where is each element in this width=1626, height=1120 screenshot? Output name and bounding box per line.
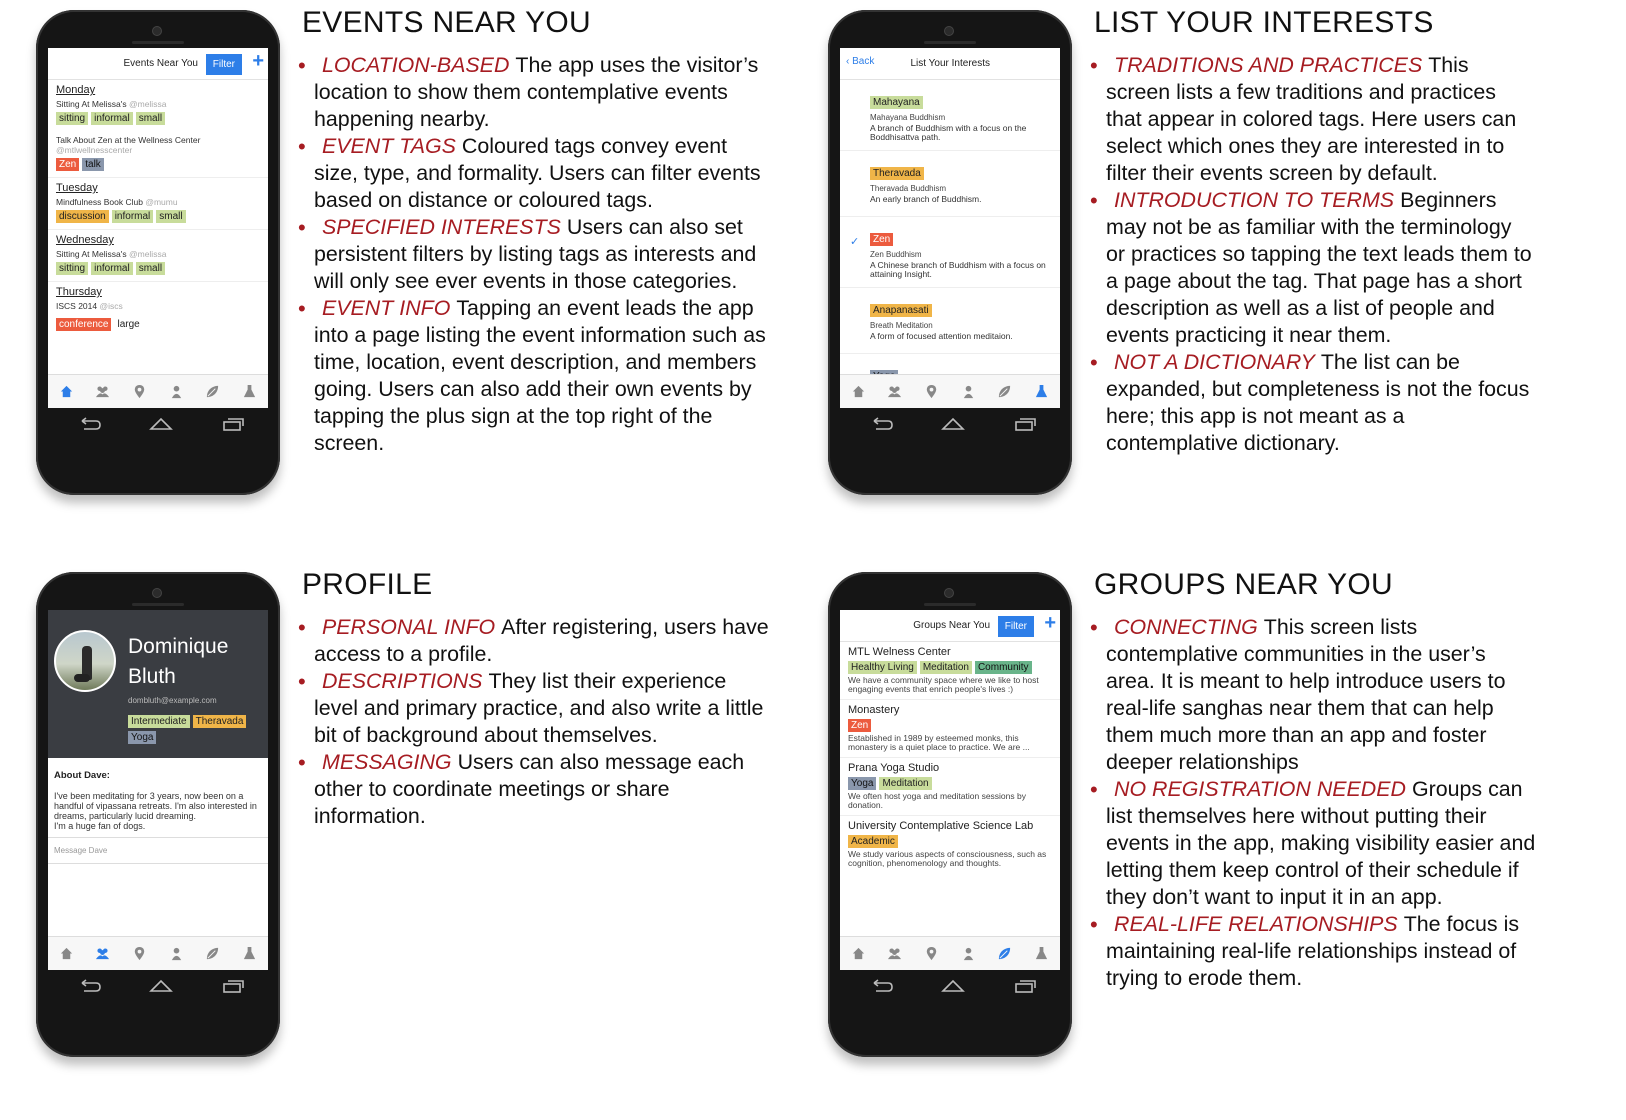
tag[interactable]: Zen: [848, 719, 871, 732]
phone-mockup: [36, 572, 280, 1057]
tab-bar: [48, 936, 268, 970]
bullet-list: [1096, 52, 1536, 457]
tag[interactable]: Theravada: [870, 167, 924, 180]
speaker: [924, 41, 976, 44]
bullet-keyword: CONNECTING: [1114, 615, 1258, 639]
home-icon[interactable]: [57, 945, 75, 963]
tag[interactable]: small: [136, 112, 165, 125]
speaker: [132, 41, 184, 44]
bullet-keyword: NO REGISTRATION NEEDED: [1114, 777, 1406, 801]
bullet-item: [304, 214, 774, 295]
event-item[interactable]: [56, 301, 260, 311]
home-button-icon[interactable]: [940, 416, 966, 432]
tab-bar: [840, 374, 1060, 408]
bullet-text: They list their experience level and primary practice, and also write a little bit of background about themselves.: [314, 669, 764, 747]
leaf-icon[interactable]: [204, 383, 222, 401]
bullet-list: [304, 52, 774, 457]
interest-subtitle: Mahayana Buddhism: [870, 113, 946, 122]
groups-screen: [840, 610, 1060, 970]
back-icon[interactable]: [76, 978, 102, 994]
day-section: [48, 178, 268, 230]
bullet-keyword: REAL-LIFE RELATIONSHIPS: [1114, 912, 1398, 936]
back-label: Back: [852, 56, 875, 67]
back-icon[interactable]: [76, 416, 102, 432]
profile-screen: [48, 610, 268, 970]
home-button-icon[interactable]: [940, 978, 966, 994]
bullet-keyword: LOCATION-BASED: [322, 53, 510, 77]
bullet-item: [1096, 614, 1536, 776]
about-heading: About Dave:: [54, 770, 110, 781]
camera: [944, 588, 954, 598]
group-name: University Contemplative Science Lab: [848, 820, 1034, 832]
interest-item[interactable]: [840, 80, 1060, 151]
camera: [152, 588, 162, 598]
bullet-item: [1096, 911, 1536, 992]
leaf-icon[interactable]: [996, 945, 1014, 963]
group-item[interactable]: [840, 758, 1060, 816]
tag[interactable]: Anapanasati: [870, 304, 932, 317]
tag[interactable]: Yoga: [848, 777, 876, 790]
tag[interactable]: sitting: [56, 112, 88, 125]
group-name: MTL Welness Center: [848, 646, 951, 658]
event-item[interactable]: [56, 197, 260, 207]
tag[interactable]: Intermediate: [128, 715, 190, 728]
system-nav: [76, 414, 246, 434]
bullet-text: The app uses the visitor’s location to show them contemplative events happening nearby.: [314, 53, 759, 131]
speaker: [924, 603, 976, 606]
tag[interactable]: small: [156, 210, 185, 223]
dog-silhouette: [74, 674, 90, 682]
flask-icon[interactable]: [1033, 383, 1051, 401]
tag[interactable]: Academic: [848, 835, 898, 848]
day-section: [48, 80, 268, 178]
interest-description: A branch of Buddhism with a focus on the Boddhisattva path.: [870, 123, 1027, 142]
last-name: Bluth: [128, 665, 176, 688]
panel-interests: [792, 0, 1605, 560]
recent-apps-icon[interactable]: [1012, 416, 1038, 432]
bullet-keyword: MESSAGING: [322, 750, 452, 774]
tag[interactable]: Meditation: [879, 777, 931, 790]
home-button-icon[interactable]: [148, 978, 174, 994]
bullet-keyword: EVENT TAGS: [322, 134, 456, 158]
bullet-item: [304, 133, 774, 214]
tag[interactable]: Mahayana: [870, 96, 923, 109]
home-icon[interactable]: [849, 383, 867, 401]
panel-events: [0, 0, 813, 560]
group-description: We study various aspects of consciousness, such as cognition, phenomenology and thoughts.: [848, 849, 1047, 868]
group-name: Prana Yoga Studio: [848, 762, 940, 774]
location-pin-icon[interactable]: [923, 383, 941, 401]
interests-screen: [840, 48, 1060, 408]
bullet-item: [1096, 52, 1536, 187]
interest-description: A form of focused attention meditaion.: [870, 331, 1013, 341]
tag[interactable]: Zen: [870, 233, 893, 246]
location-pin-icon[interactable]: [131, 383, 149, 401]
day-label: Monday: [56, 84, 96, 96]
bullet-text: The focus is maintaining real-life relationships instead of trying to erode them.: [1106, 912, 1520, 990]
group-name: Monastery: [848, 704, 900, 716]
profile-icon[interactable]: [167, 945, 185, 963]
bullet-item: [1096, 776, 1536, 911]
group-item[interactable]: [840, 642, 1060, 700]
back-button[interactable]: ‹ Back: [846, 56, 875, 67]
profile-email: dombluth@example.com: [128, 696, 217, 705]
event-item[interactable]: [56, 99, 260, 109]
about-paragraph: I've been meditating for 3 years, now been on a handful of vipassana retreats. I'm also interested in dreams, particularly lucid dreaming.: [54, 791, 257, 821]
bullet-item: [304, 52, 774, 133]
profile-header: [48, 610, 268, 758]
phone-mockup: [36, 10, 280, 495]
bullet-item: [304, 614, 774, 668]
bullet-text: Beginners may not be as familiar with the terminology or practices so tapping the text leads them to a page about the tag. That page has a short description as well as a list of people and events practicing it near them.: [1106, 188, 1532, 347]
event-title: ISCS 2014: [56, 301, 98, 311]
day-label: Wednesday: [56, 234, 114, 246]
tag[interactable]: informal: [91, 262, 133, 275]
screen-title: Groups Near You: [913, 620, 990, 631]
location-pin-icon[interactable]: [923, 945, 941, 963]
tag-list: [848, 777, 1052, 790]
event-title: Sitting At Melissa's: [56, 99, 127, 109]
bullet-text: Tapping an event leads the app into a page listing the event information such as time, location, event description, and members going. Users can also add their own events by tapping the plus sign at the top right of the screen.: [314, 296, 766, 455]
bullet-text: Users can also message each other to coordinate meetings or share information.: [314, 750, 745, 828]
tag-list: [56, 262, 260, 275]
bullet-keyword: INTRODUCTION TO TERMS: [1114, 188, 1395, 212]
interest-item[interactable]: [840, 217, 1060, 288]
interest-subtitle: Theravada Buddhism: [870, 184, 947, 193]
event-title: Sitting At Melissa's: [56, 249, 127, 259]
bullet-item: [304, 749, 774, 830]
day-label: Tuesday: [56, 182, 98, 194]
tag[interactable]: Zen: [56, 158, 79, 171]
bullet-text: Groups can list themselves here without putting their events in the app, making visibility easier and letting them keep control of their schedule if they don’t want to input it in an app.: [1106, 777, 1536, 909]
tag[interactable]: informal: [112, 210, 154, 223]
app-header: [840, 48, 1060, 80]
tag[interactable]: talk: [82, 158, 104, 171]
leaf-icon[interactable]: [204, 945, 222, 963]
avatar: [54, 630, 116, 692]
event-title: Talk About Zen at the Wellness Center: [56, 135, 201, 145]
interest-description: A Chinese branch of Buddhism with a focus on attaining Insight.: [870, 260, 1046, 279]
day-label: Thursday: [56, 286, 102, 298]
message-input[interactable]: Message Dave: [48, 838, 268, 864]
system-nav: [76, 976, 246, 996]
bullet-keyword: SPECIFIED INTERESTS: [322, 215, 561, 239]
tag[interactable]: informal: [91, 112, 133, 125]
check-icon[interactable]: ✓: [850, 236, 860, 248]
tag-list: [56, 318, 143, 331]
bullet-text: After registering, users have access to a profile.: [314, 615, 769, 666]
groups-icon[interactable]: [94, 945, 112, 963]
bullet-item: [1096, 349, 1536, 457]
event-handle: @mumu: [145, 197, 178, 207]
tag[interactable]: discussion: [56, 210, 109, 223]
tag-list: [56, 112, 260, 125]
leaf-icon[interactable]: [996, 383, 1014, 401]
tab-bar: [48, 374, 268, 408]
recent-apps-icon[interactable]: [220, 978, 246, 994]
bullet-text: Users can also set persistent filters by listing tags as interests and will only see ever events in those categories.: [314, 215, 757, 293]
bullet-text: The list can be expanded, but completeness is not the focus here; this app is not meant as a contemplative dictionary.: [1106, 350, 1530, 455]
bullet-keyword: TRADITIONS AND PRACTICES: [1114, 53, 1423, 77]
panel-groups: [792, 562, 1605, 1120]
phone-mockup: [828, 10, 1072, 495]
event-handle: @melissa: [128, 249, 167, 259]
system-nav: [868, 414, 1038, 434]
section-heading: EVENTS NEAR YOU: [302, 6, 592, 39]
speaker: [132, 603, 184, 606]
tag-list: [848, 661, 1052, 674]
filter-button[interactable]: Filter: [998, 616, 1034, 637]
profile-icon[interactable]: [959, 945, 977, 963]
event-item[interactable]: [56, 249, 260, 259]
app-header: [840, 610, 1060, 642]
event-title: Mindfulness Book Club: [56, 197, 143, 207]
panel-profile: [0, 562, 813, 1120]
section-heading: PROFILE: [302, 568, 433, 601]
about-text: [54, 791, 262, 831]
system-nav: [868, 976, 1038, 996]
home-icon[interactable]: [57, 383, 75, 401]
group-description: We often host yoga and meditation sessions by donation.: [848, 791, 1026, 810]
tag[interactable]: Yoga: [128, 731, 156, 744]
group-description: We have a community space where we like to host engaging events that enrich people's lives :): [848, 675, 1039, 694]
camera: [944, 26, 954, 36]
recent-apps-icon[interactable]: [220, 416, 246, 432]
filter-button[interactable]: Filter: [206, 54, 242, 75]
groups-icon[interactable]: [94, 383, 112, 401]
bullet-item: [304, 295, 774, 457]
bullet-text: Coloured tags convey event size, type, and formality. Users can filter events based on distance or coloured tags.: [314, 134, 761, 212]
tag-list: [848, 835, 1052, 848]
about-section: [48, 758, 268, 838]
interest-description: An early branch of Buddhism.: [870, 194, 982, 204]
bullet-keyword: PERSONAL INFO: [322, 615, 496, 639]
recent-apps-icon[interactable]: [1012, 978, 1038, 994]
group-item[interactable]: [840, 700, 1060, 758]
interest-item[interactable]: [840, 151, 1060, 217]
group-item[interactable]: [840, 816, 1060, 873]
location-pin-icon[interactable]: [131, 945, 149, 963]
add-group-button[interactable]: +: [1044, 612, 1056, 634]
bullet-list: [1096, 614, 1536, 992]
day-section: [48, 230, 268, 282]
bullet-item: [304, 668, 774, 749]
tag-list: [128, 715, 268, 744]
interest-subtitle: Zen Buddhism: [870, 250, 922, 259]
profile-icon[interactable]: [959, 383, 977, 401]
interest-subtitle: Breath Meditation: [870, 321, 933, 330]
group-description: Established in 1989 by esteemed monks, this monastery is a quiet place to practice. We are ...: [848, 733, 1030, 752]
events-screen: [48, 48, 268, 408]
bullet-keyword: DESCRIPTIONS: [322, 669, 483, 693]
bullet-keyword: EVENT INFO: [322, 296, 451, 320]
screen-title: List Your Interests: [910, 58, 990, 69]
tab-bar: [840, 936, 1060, 970]
section-heading: LIST YOUR INTERESTS: [1094, 6, 1434, 39]
add-event-button[interactable]: +: [252, 50, 264, 72]
bullet-list: [304, 614, 774, 830]
flask-icon[interactable]: [241, 945, 259, 963]
section-heading: GROUPS NEAR YOU: [1094, 568, 1394, 601]
phone-mockup: [828, 572, 1072, 1057]
interest-item[interactable]: [840, 288, 1060, 354]
tag-list: [848, 719, 1052, 732]
groups-icon[interactable]: [886, 383, 904, 401]
event-handle: @mtlwellnesscenter: [56, 145, 133, 155]
camera: [152, 26, 162, 36]
home-icon[interactable]: [849, 945, 867, 963]
profile-icon[interactable]: [167, 383, 185, 401]
bullet-keyword: NOT A DICTIONARY: [1114, 350, 1315, 374]
tag[interactable]: Community: [975, 661, 1032, 674]
bullet-text: This screen lists contemplative communities in the user’s area. It is meant to help introduce users to real-life sanghas near them that can help them much more than an app and foster deeper relationships: [1106, 615, 1506, 774]
tag-list: [56, 158, 260, 171]
tag[interactable]: small: [136, 262, 165, 275]
tag-list: [56, 210, 260, 223]
app-header: [48, 48, 268, 80]
home-button-icon[interactable]: [148, 416, 174, 432]
tag[interactable]: Healthy Living: [848, 661, 917, 674]
event-item[interactable]: [56, 135, 260, 155]
flask-icon[interactable]: [1033, 945, 1051, 963]
tag[interactable]: sitting: [56, 262, 88, 275]
first-name: Dominique: [128, 635, 229, 658]
event-handle: @iscs: [99, 301, 123, 311]
flask-icon[interactable]: [241, 383, 259, 401]
about-paragraph: I'm a huge fan of dogs.: [54, 821, 146, 831]
tag[interactable]: Meditation: [920, 661, 972, 674]
back-icon[interactable]: [868, 416, 894, 432]
bullet-item: [1096, 187, 1536, 349]
event-handle: @melissa: [128, 99, 167, 109]
tag[interactable]: Theravada: [193, 715, 247, 728]
tag[interactable]: conference: [56, 318, 111, 331]
day-section: [48, 282, 268, 337]
back-icon[interactable]: [868, 978, 894, 994]
tag[interactable]: large: [117, 319, 140, 330]
groups-icon[interactable]: [886, 945, 904, 963]
bullet-text: This screen lists a few traditions and practices that appear in colored tags. Here users can select which ones they are interested in to filter their events screen by default.: [1106, 53, 1517, 185]
screen-title: Events Near You: [123, 58, 198, 69]
profile-name: [128, 632, 228, 692]
